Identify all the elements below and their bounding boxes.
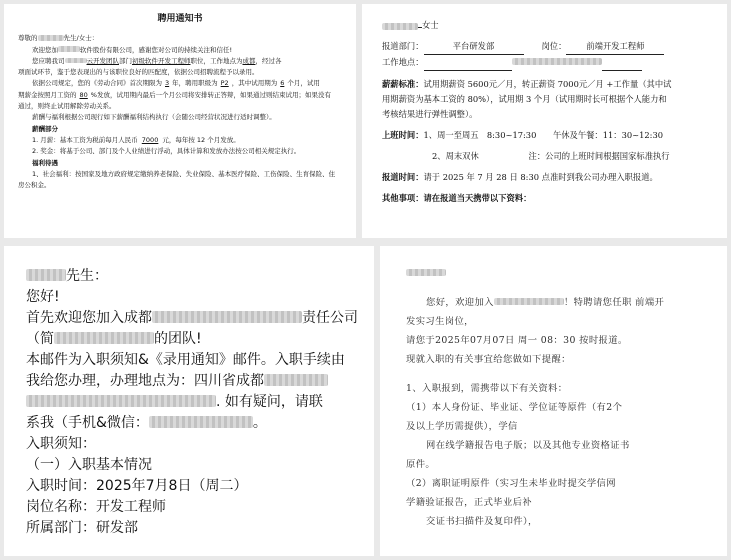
redacted-address <box>26 395 216 407</box>
salary-item-2: 2. 奖金：将基于公司、部门及个人业绩进行浮动，具体计算和发放办法按公司相关规定执行。 <box>32 147 301 156</box>
email-salutation: 先生： <box>26 266 374 287</box>
email-line-11: 所属部门：研发部 <box>26 520 138 536</box>
email-panel <box>4 246 374 556</box>
handwritten-line-6: （1）本人身份证、毕业证、学位证等原件（有2个 <box>406 402 623 413</box>
handwritten-line-8: 网在线学籍报告电子版；以及其他专业资格证书 <box>426 440 630 451</box>
redacted-name <box>38 35 64 41</box>
handwritten-line-4: 现就入职的有关事宜给您做如下提醒： <box>406 354 571 365</box>
other-row: 其他事项：请在报道当天携带以下资料： <box>382 193 532 203</box>
salary-heading: 薪酬部分 <box>32 124 58 133</box>
handwritten-line-12: 交证书扫描件及复印件）， <box>426 516 538 527</box>
email-line-9: 入职时间：2025年7月8日（周二） <box>26 478 248 494</box>
handwritten-salutation <box>406 264 715 283</box>
handwritten-line-7: 及以上学历需提供），学信 <box>406 421 518 432</box>
redacted-address <box>264 374 328 386</box>
redacted-phone <box>149 416 253 428</box>
email-line-6: 系我（手机&微信： 。 <box>26 415 267 431</box>
addressee: 女士 <box>382 18 713 33</box>
location-row: 工作地点： <box>382 55 713 71</box>
offer-letter-title: 聘用通知书 <box>157 14 203 24</box>
salary-row: 薪薪标准：试用期薪资 5600元／月，转正薪资 7000元／月 +工作量（其中试 <box>382 79 672 89</box>
post-value: 前端开发工程师 <box>566 39 664 55</box>
redacted-name <box>382 23 418 30</box>
handwritten-line-11: 学籍验证报告，正式毕业后补 <box>406 497 533 508</box>
dept-value: 平台研发部 <box>424 39 524 55</box>
offer-paragraph-1: 您应聘我司 云开发团队部门初级软件开发工程师职位，工作地点为成都，经过各 <box>32 56 282 65</box>
hours-row: 上班时间：1、周一至周五 8:30~17:30 午休及午餐：11：30~12:30 <box>382 130 664 140</box>
offer-greeting: 尊敬的 先生/女士： <box>18 34 99 43</box>
handwritten-line-2: 发实习生岗位， <box>406 316 474 327</box>
email-line-8: （一）入职基本情况 <box>26 457 152 473</box>
offer-paragraph-1-cont: 项面试环节，鉴于您表现出的与该职位良好的匹配度，依据公司招聘流程予以录用。 <box>18 68 259 77</box>
salary-row-3: 考核结果进行弹性调整）。 <box>382 109 478 119</box>
benefits-item-1-cont: 房公积金。 <box>18 181 51 190</box>
dept-row: 报道部门： 平台研发部 岗位： 前端开发工程师 <box>382 39 713 55</box>
email-line-2: （简 的团队! <box>26 331 202 347</box>
redacted-company <box>54 332 154 344</box>
email-line-4: 我给您办理，办理地点为：四川省成都 <box>26 371 374 392</box>
redacted-company <box>58 46 80 52</box>
hours-row-2: 2、周末双休 注：公司的上班时间根据国家标准执行 <box>432 151 670 161</box>
email-line-3: 本邮件为入职须知&《录用通知》邮件。入职手续由 <box>26 352 345 368</box>
redacted-company <box>65 58 87 64</box>
email-hello: 您好! <box>26 289 60 305</box>
offer-paragraph-2-cont: 期薪金按照月工资的 80 %发放，试用期内最后一个月公司将安排转正答辩，如果通过则结束试用；如果没有 <box>18 90 331 99</box>
email-line-1: 首先欢迎您加入成都 责任公司 <box>26 310 358 326</box>
email-line-10: 岗位名称：开发工程师 <box>26 499 166 515</box>
redacted-name <box>26 269 66 281</box>
offer-paragraph-2: 依据公司规定，您的《劳动合同》首次期限为 3 年，聘用职级为 P2 ，其中试用期为 6 个月，试用 <box>32 79 320 88</box>
redacted-company <box>494 298 564 306</box>
offer-welcome: 欢迎您加 软件股份有限公司，感谢您对公司的持续关注和信任! <box>32 45 233 54</box>
handwritten-line-3: 请您于2025年07月07日 周一 08：30 按时报道。 <box>406 335 628 346</box>
offer-paragraph-3: 薪酬与福利根据公司现行如下薪酬福利结构执行（会随公司经营状况进行适时调整）。 <box>32 113 276 122</box>
handwritten-panel <box>380 246 727 556</box>
email-line-7: 入职须知： <box>26 436 96 452</box>
salary-item-1: 1. 月薪：基本工资为税前每月人民币 7000 元，每年按 12 个月发放。 <box>32 135 240 144</box>
redacted-location <box>512 58 602 65</box>
handwritten-line-5: 1、入职报到，需携带以下有关资料： <box>406 383 568 394</box>
redacted-company <box>152 311 302 323</box>
benefits-item-1: 1、社会福利：按国家及地方政府规定缴纳养老保险、失业保险、基本医疗保险、工伤保险、生育保险、住 <box>32 169 336 178</box>
handwritten-line-9: 原件。 <box>406 459 436 470</box>
onboard-form-panel <box>362 4 727 238</box>
redacted-name <box>406 269 446 277</box>
salary-row-2: 用期薪资为基本工资的 80%），试用期 3 个月（试用期时长可根据个人能力和 <box>382 94 667 104</box>
offer-letter-panel <box>4 4 356 238</box>
email-line-5: . 如有疑问，请联 <box>26 392 374 413</box>
handwritten-line-1: 您好，欢迎加入 ！特聘请您任职 前端开 <box>426 297 665 308</box>
handwritten-line-10: （2）离职证明原件（实习生未毕业时提交学信网 <box>406 478 616 489</box>
offer-paragraph-2-end: 通过，则终止试用解除劳动关系。 <box>18 102 116 111</box>
benefits-heading: 福利待遇 <box>32 158 58 167</box>
report-row: 报道时间：请于 2025 年 7 月 28 日 8:30 点准时到我公司办理入职报道。 <box>382 172 658 182</box>
